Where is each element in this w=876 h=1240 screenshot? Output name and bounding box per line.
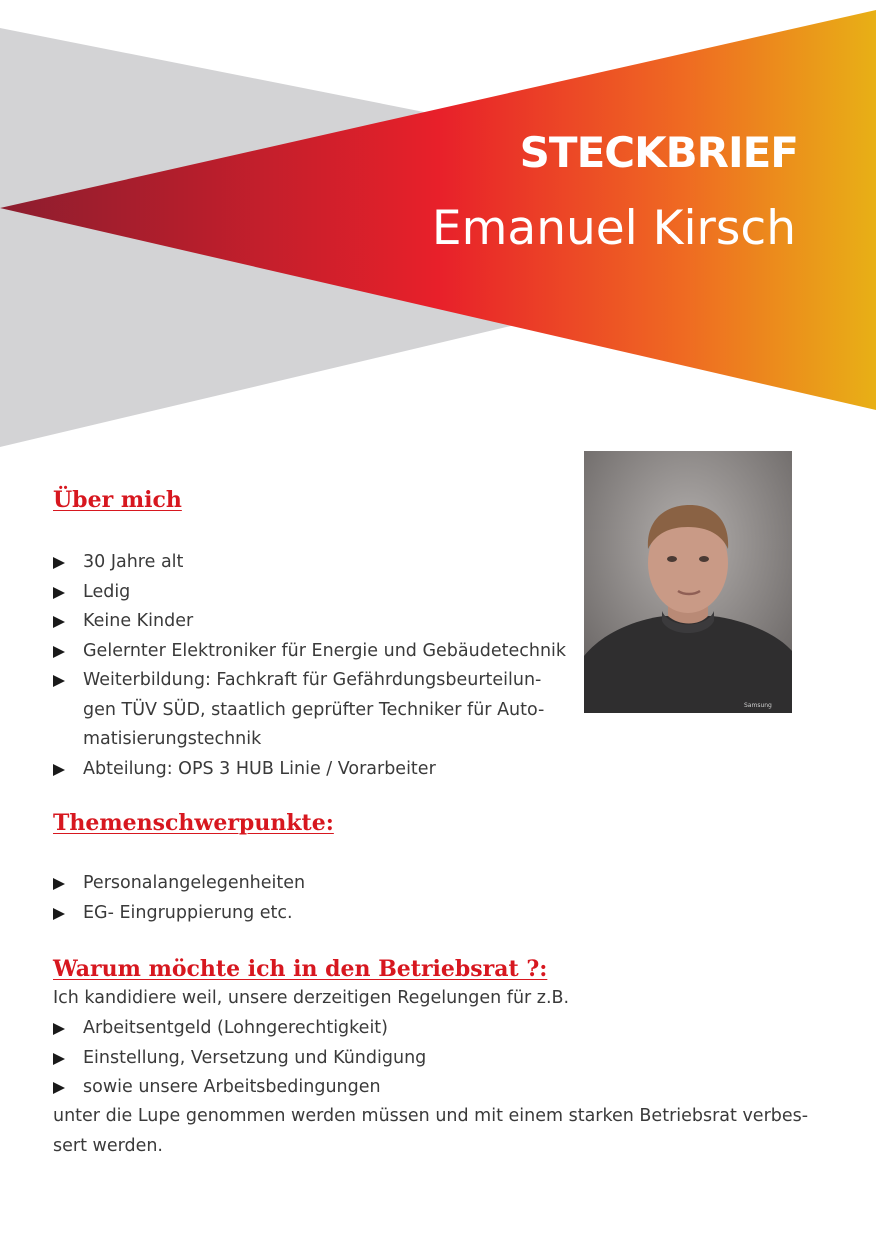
bullet-arrow-icon xyxy=(53,646,65,658)
list-item xyxy=(53,1044,753,1074)
bullet-arrow-icon xyxy=(53,764,65,776)
list-item xyxy=(53,755,593,785)
bullet-arrow-icon xyxy=(53,878,65,890)
document-kicker: STECKBRIEF xyxy=(519,128,798,177)
bullet-arrow-icon xyxy=(53,1053,65,1065)
list-item xyxy=(53,548,593,578)
list-item-text: sowie unsere Arbeitsbedingungen xyxy=(83,1077,381,1097)
list-item xyxy=(53,607,593,637)
photo-watermark: Samsung xyxy=(744,702,772,709)
topics-list xyxy=(53,869,593,928)
why-list xyxy=(53,1014,753,1103)
list-item-text: Personalangelegenheiten xyxy=(83,873,306,893)
list-item xyxy=(53,578,593,608)
person-name: Emanuel Kirsch xyxy=(431,201,796,256)
list-item-text: matisierungstechnik xyxy=(83,729,262,749)
list-item-text: EG- Eingruppierung etc. xyxy=(83,902,293,923)
bullet-arrow-icon xyxy=(53,1082,65,1094)
outro-line: unter die Lupe genommen werden müssen und mit einem starken Betriebsrat verbes- xyxy=(53,1106,809,1126)
bullet-arrow-icon xyxy=(53,675,65,687)
bullet-arrow-icon xyxy=(53,1023,65,1035)
bullet-arrow-icon xyxy=(53,908,65,920)
list-item-text: Abteilung: OPS 3 HUB Linie / Vorarbeiter xyxy=(83,758,436,779)
portrait-illustration xyxy=(584,451,792,713)
list-item xyxy=(53,637,593,667)
list-item-text: Einstellung, Versetzung und Kündigung xyxy=(83,1047,427,1068)
list-item-text: Weiterbildung: Fachkraft für Gefährdungsbeurteilun- xyxy=(83,670,542,690)
bullet-arrow-icon xyxy=(53,616,65,628)
portrait-photo xyxy=(584,451,792,713)
list-item xyxy=(53,1073,753,1103)
list-item-text: 30 Jahre alt xyxy=(83,552,184,572)
why-outro-text xyxy=(53,1102,833,1161)
list-item-text: Arbeitsentgeld (Lohngerechtigkeit) xyxy=(83,1018,388,1038)
outro-line: sert werden. xyxy=(53,1135,163,1156)
bullet-arrow-icon xyxy=(53,557,65,569)
section-heading-about: Über mich xyxy=(53,487,182,513)
list-item xyxy=(53,869,593,899)
why-intro-text: Ich kandidiere weil, unsere derzeitigen Regelungen für z.B. xyxy=(53,988,570,1008)
list-item-text: Gelernter Elektroniker für Energie und Gebäudetechnik xyxy=(83,640,567,661)
section-heading-why: Warum möchte ich in den Betriebsrat ?: xyxy=(53,956,548,982)
about-list xyxy=(53,548,593,784)
list-item-text: Keine Kinder xyxy=(83,611,194,631)
list-item xyxy=(53,666,593,755)
section-heading-topics: Themenschwerpunkte: xyxy=(53,810,334,836)
bullet-arrow-icon xyxy=(53,587,65,599)
list-item xyxy=(53,1014,753,1044)
list-item-text: gen TÜV SÜD, staatlich geprüfter Techniker für Auto- xyxy=(83,699,545,720)
list-item xyxy=(53,899,593,929)
list-item-text: Ledig xyxy=(83,581,131,602)
